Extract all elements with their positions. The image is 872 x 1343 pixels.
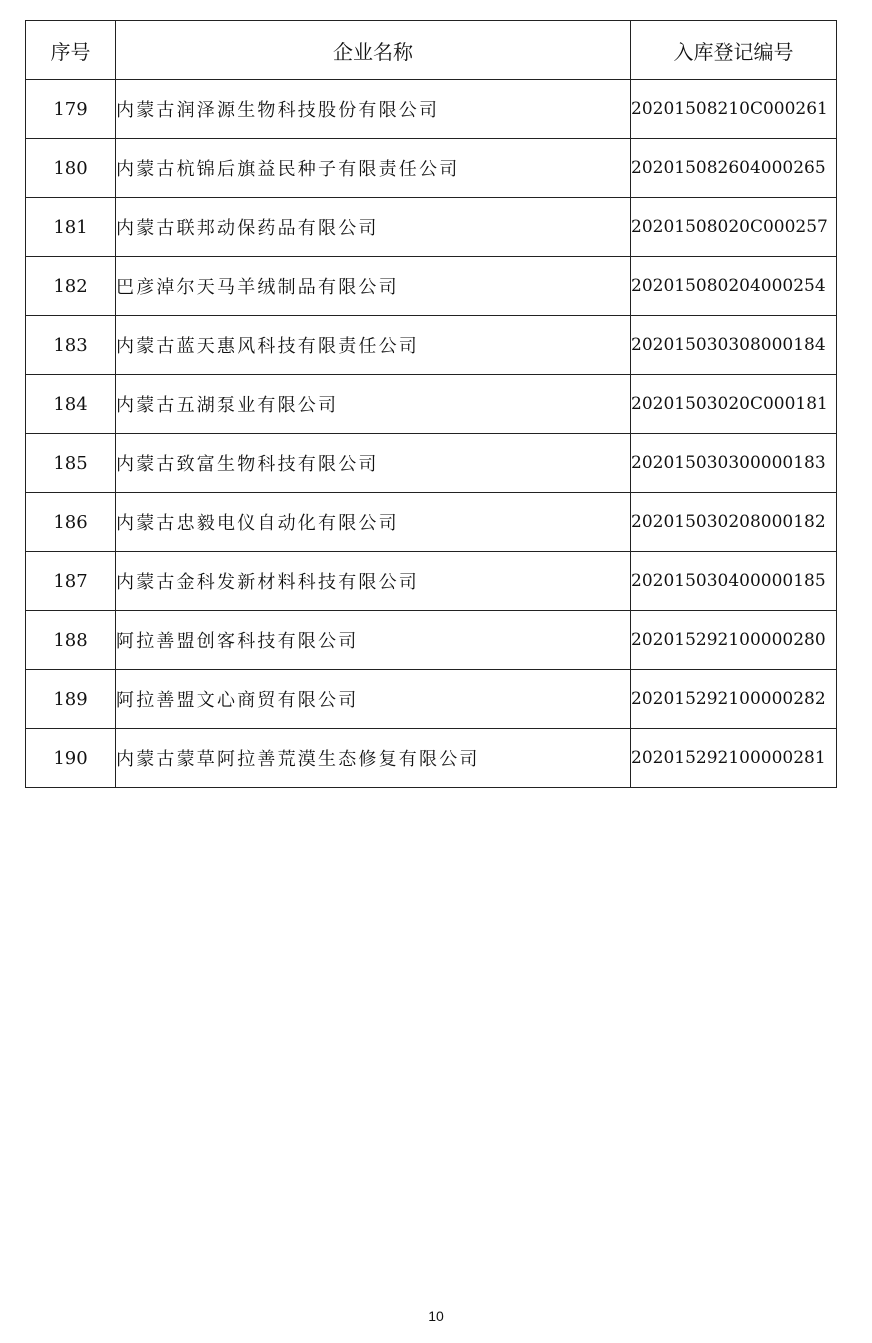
header-name: 企业名称	[116, 21, 631, 80]
row-name: 内蒙古金科发新材料科技有限公司	[116, 552, 631, 611]
row-code: 20201508020C000257	[631, 198, 837, 257]
row-seq: 181	[26, 198, 116, 257]
table-row	[26, 316, 837, 375]
row-code: 202015030400000185	[631, 552, 837, 611]
row-seq: 179	[26, 80, 116, 139]
row-name: 阿拉善盟文心商贸有限公司	[116, 670, 631, 729]
row-name: 巴彦淖尔天马羊绒制品有限公司	[116, 257, 631, 316]
row-seq: 184	[26, 375, 116, 434]
table-row	[26, 434, 837, 493]
header-row	[26, 21, 837, 80]
row-name: 内蒙古蓝天惠风科技有限责任公司	[116, 316, 631, 375]
row-code: 20201503020C000181	[631, 375, 837, 434]
row-name: 内蒙古联邦动保药品有限公司	[116, 198, 631, 257]
table-row	[26, 729, 837, 788]
table-body	[26, 80, 837, 788]
row-code: 202015082604000265	[631, 139, 837, 198]
row-code: 202015292100000282	[631, 670, 837, 729]
row-name: 内蒙古润泽源生物科技股份有限公司	[116, 80, 631, 139]
row-seq: 183	[26, 316, 116, 375]
row-code: 202015292100000281	[631, 729, 837, 788]
row-name: 内蒙古忠毅电仪自动化有限公司	[116, 493, 631, 552]
enterprise-registry-table	[25, 20, 837, 788]
table-row	[26, 139, 837, 198]
table-row	[26, 198, 837, 257]
table-row	[26, 611, 837, 670]
table-row	[26, 552, 837, 611]
row-seq: 180	[26, 139, 116, 198]
row-seq: 186	[26, 493, 116, 552]
row-code: 202015292100000280	[631, 611, 837, 670]
row-seq: 185	[26, 434, 116, 493]
header-seq: 序号	[26, 21, 116, 80]
table-row	[26, 257, 837, 316]
row-name: 内蒙古蒙草阿拉善荒漠生态修复有限公司	[116, 729, 631, 788]
row-seq: 187	[26, 552, 116, 611]
row-name: 内蒙古致富生物科技有限公司	[116, 434, 631, 493]
page-number: 10	[428, 1308, 444, 1324]
table-row	[26, 493, 837, 552]
row-code: 202015080204000254	[631, 257, 837, 316]
table-row	[26, 80, 837, 139]
table-row	[26, 375, 837, 434]
row-code: 202015030308000184	[631, 316, 837, 375]
row-seq: 190	[26, 729, 116, 788]
row-seq: 182	[26, 257, 116, 316]
row-name: 内蒙古杭锦后旗益民种子有限责任公司	[116, 139, 631, 198]
table-row	[26, 670, 837, 729]
row-seq: 189	[26, 670, 116, 729]
row-name: 内蒙古五湖泵业有限公司	[116, 375, 631, 434]
table-header	[26, 21, 837, 80]
row-code: 20201508210C000261	[631, 80, 837, 139]
row-code: 202015030208000182	[631, 493, 837, 552]
row-seq: 188	[26, 611, 116, 670]
header-code: 入库登记编号	[631, 21, 837, 80]
row-code: 202015030300000183	[631, 434, 837, 493]
row-name: 阿拉善盟创客科技有限公司	[116, 611, 631, 670]
